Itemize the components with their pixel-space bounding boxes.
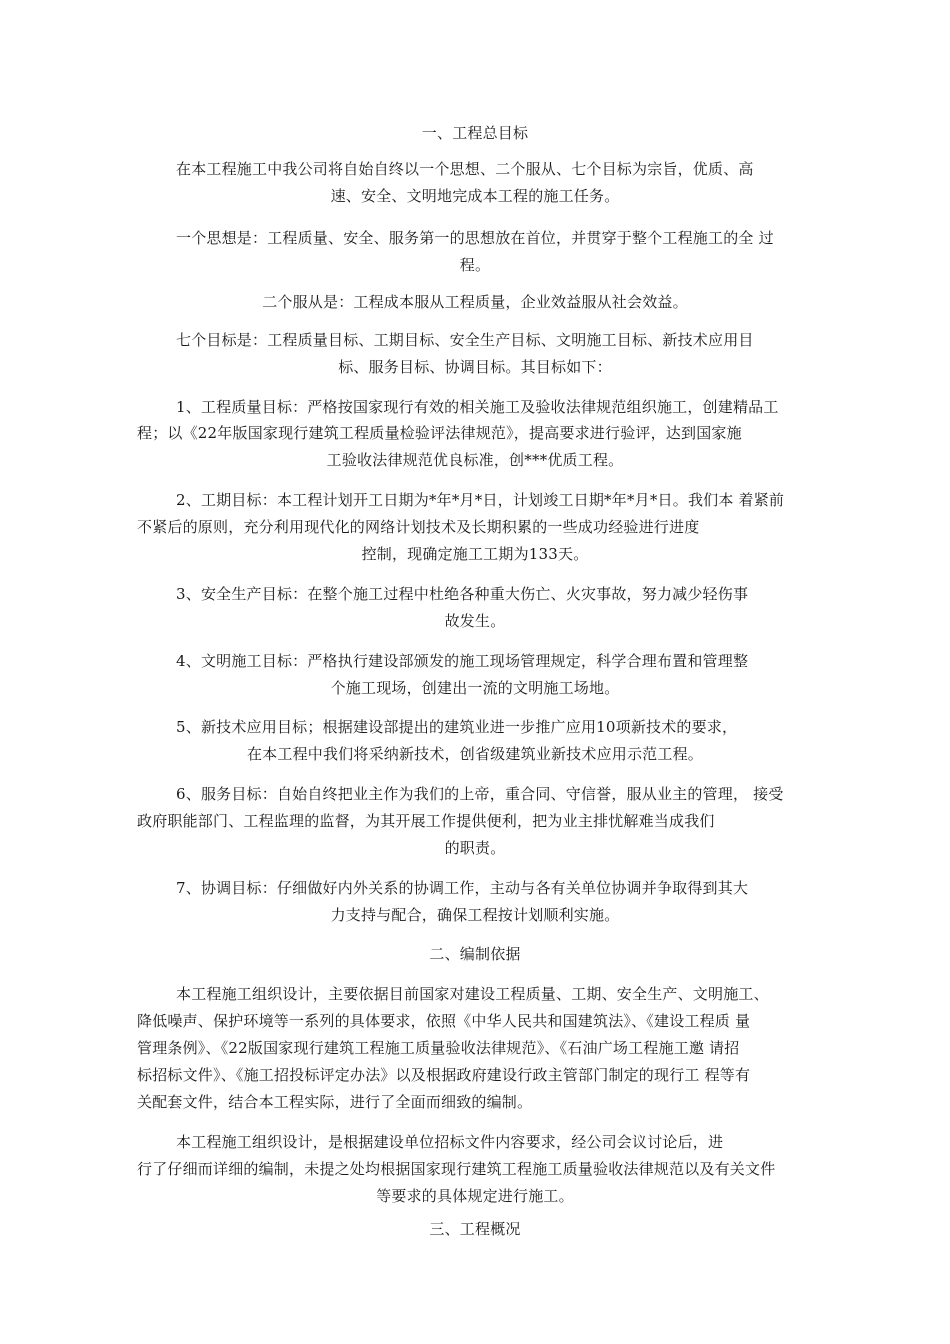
paragraph-basis-line: 管理条例》、《22版国家现行建筑工程施工质量验收法律规范》、《石油广场工程施工邀 请招 [137,1039,740,1057]
paragraph-compilation-line: 等要求的具体规定进行施工。 [376,1187,574,1205]
paragraph-basis-line: 标招标文件》、《施工招投标评定办法》以及根据政府建设行政主管部门制定的现行工 程等有 [137,1066,751,1084]
paragraph-compilation-line: 行了仔细而详细的编制，未提之处均根据国家现行建筑工程施工质量验收法律规范以及有关文件 [137,1160,776,1178]
goal-schedule-line: 不紧后的原则，充分利用现代化的网络计划技术及长期积累的一些成功经验进行进度 [137,518,700,536]
paragraph-one-idea-line: 一个思想是：工程质量、安全、服务第一的思想放在首位，并贯穿于整个工程施工的全 过 [176,229,774,247]
goal-quality-line: 工验收法律规范优良标准，创***优质工程。 [326,451,624,469]
goal-coordination-line: 7、协调目标：仔细做好内外关系的协调工作，主动与各有关单位协调并争取得到其大 [176,879,749,897]
paragraph-seven-goals-line: 标、服务目标、协调目标。其目标如下： [338,358,612,376]
section-heading-basis: 二、编制依据 [429,945,521,963]
paragraph-basis-line: 降低噪声、保护环境等一系列的具体要求，依照《中华人民共和国建筑法》、《建设工程质 量 [137,1012,751,1030]
paragraph-intro-line: 在本工程施工中我公司将自始自终以一个思想、二个服从、七个目标为宗旨，优质、高 [176,160,754,178]
section-heading-goals: 一、工程总目标 [421,124,529,142]
goal-schedule-line: 2、工期目标：本工程计划开工日期为*年*月*日，计划竣工日期*年*月*日。我们本 着紧前 [176,491,785,509]
goal-safety-line: 故发生。 [444,612,506,630]
goal-quality-line: 程；以《22年版国家现行建筑工程质量检验评法律规范》，提高要求进行验评，达到国家施 [137,424,742,442]
goal-new-tech-line: 在本工程中我们将采纳新技术，创省级建筑业新技术应用示范工程。 [246,745,703,763]
paragraph-basis-line: 关配套文件，结合本工程实际，进行了全面而细致的编制。 [137,1093,533,1111]
goal-civilized-line: 个施工现场，创建出一流的文明施工场地。 [330,679,620,697]
goal-service-line: 政府职能部门、工程监理的监督，为其开展工作提供便利，把为业主排忧解难当成我们 [137,812,715,830]
goal-service-line: 6、服务目标：自始自终把业主作为我们的上帝，重合同、守信誉，服从业主的管理， 接受 [176,785,784,803]
goal-civilized-line: 4、文明施工目标：严格执行建设部颁发的施工现场管理规定，科学合理布置和管理整 [176,652,749,670]
section-heading-overview: 三、工程概况 [429,1220,521,1238]
goal-schedule-line: 控制，现确定施工工期为133天。 [361,545,589,563]
goal-coordination-line: 力支持与配合，确保工程按计划顺利实施。 [330,906,620,924]
paragraph-two-obey-line: 二个服从是：工程成本服从工程质量，企业效益服从社会效益。 [262,293,688,311]
paragraph-intro-line: 速、安全、文明地完成本工程的施工任务。 [330,187,620,205]
paragraph-seven-goals-line: 七个目标是：工程质量目标、工期目标、安全生产目标、文明施工目标、新技术应用目 [176,331,754,349]
goal-quality-line: 1、工程质量目标：严格按国家现行有效的相关施工及验收法律规范组织施工，创建精品工 [176,398,779,416]
paragraph-one-idea-line: 程。 [459,256,491,274]
goal-new-tech-line: 5、新技术应用目标；根据建设部提出的建筑业进一步推广应用10项新技术的要求， [176,718,738,736]
goal-safety-line: 3、安全生产目标：在整个施工过程中杜绝各种重大伤亡、火灾事故，努力减少轻伤事 [176,585,749,603]
paragraph-basis-line: 本工程施工组织设计，主要依据目前国家对建设工程质量、工期、安全生产、文明施工、 [176,985,769,1003]
goal-service-line: 的职责。 [444,839,506,857]
paragraph-compilation-line: 本工程施工组织设计，是根据建设单位招标文件内容要求，经公司会议讨论后，进 [176,1133,724,1151]
